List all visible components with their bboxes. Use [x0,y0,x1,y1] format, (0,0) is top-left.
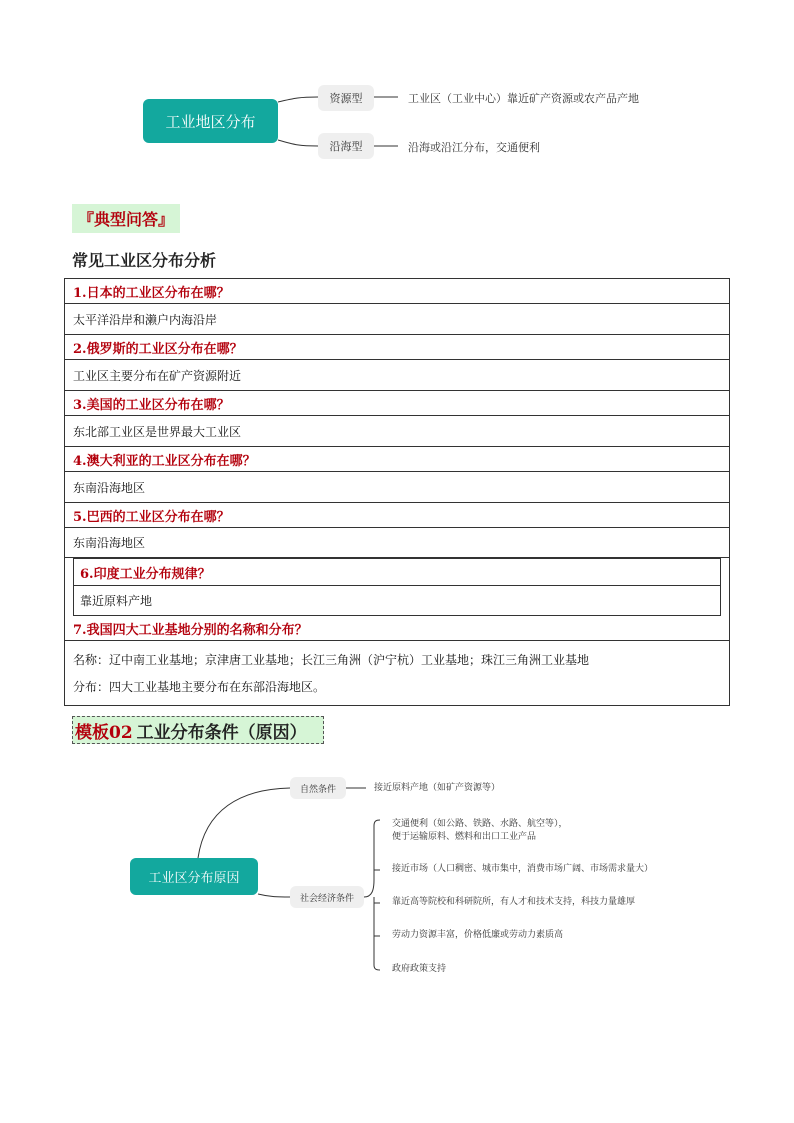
answer-7-distribution: 分布：四大工业基地主要分布在东部沿海地区。 [73,679,326,694]
template-number: 模板02 [75,722,133,743]
question-6-container [65,558,729,616]
question-4: 4.澳大利亚的工业区分布在哪？ [65,447,729,472]
mindmap1-branch-coastal: 沿海型 [318,133,374,159]
mindmap2-leaf-labor: 劳动力资源丰富，价格低廉或劳动力素质高 [392,930,564,940]
answer-7 [65,641,729,705]
mindmap2-leaf-policy: 政府政策支持 [392,964,447,974]
mindmap2-root: 工业区分布原因 [130,858,258,895]
question-5: 5.巴西的工业区分布在哪？ [65,503,729,528]
mindmap1-leaf-resource: 工业区（工业中心）靠近矿产资源或农产品产地 [408,92,639,105]
answer-5: 东南沿海地区 [65,528,729,558]
mindmap1-root: 工业地区分布 [143,99,278,143]
answer-7-names: 名称：辽中南工业基地；京津唐工业基地；长江三角洲（沪宁杭）工业基地；珠江三角洲工业基地 [73,652,590,667]
question-3: 3.美国的工业区分布在哪？ [65,391,729,416]
answer-3: 东北部工业区是世界最大工业区 [65,416,729,447]
mindmap2-leaf-transport-2: 便于运输原料、燃料和出口工业产品 [392,832,537,842]
mindmap2-leaf-transport-1: 交通便利（如公路、铁路、水路、航空等）， [392,819,568,829]
question-6: 6.印度工业分布规律？ [74,559,720,586]
typical-qa-heading: 『典型问答』 [72,204,180,233]
answer-1: 太平洋沿岸和濑户内海沿岸 [65,304,729,335]
answer-6: 靠近原料产地 [80,594,153,608]
mindmap2-leaf-market: 接近市场（人口稠密、城市集中，消费市场广阔、市场需求量大） [392,864,654,874]
mindmap2-branch-natural: 自然条件 [290,777,346,799]
answer-4: 东南沿海地区 [65,472,729,503]
template-heading [72,716,324,744]
mindmap2-leaf-natural: 接近原料产地（如矿产资源等） [374,783,501,793]
question-1: 1.日本的工业区分布在哪？ [65,279,729,304]
mindmap2-leaf-science: 靠近高等院校和科研院所，有人才和技术支持，科技力量雄厚 [392,897,636,907]
mindmap1-branch-resource: 资源型 [318,85,374,111]
question-2: 2.俄罗斯的工业区分布在哪？ [65,335,729,360]
answer-2: 工业区主要分布在矿产资源附近 [65,360,729,391]
question-7: 7.我国四大工业基地分别的名称和分布？ [65,616,729,641]
qa-section-title: 常见工业区分布分析 [72,251,217,270]
qa-table [64,278,730,706]
template-title: 工业分布条件（原因） [136,722,307,743]
mindmap1-leaf-coastal: 沿海或沿江分布，交通便利 [408,141,540,154]
mindmap2-branch-social: 社会经济条件 [290,886,364,908]
question-6-box [73,558,721,616]
